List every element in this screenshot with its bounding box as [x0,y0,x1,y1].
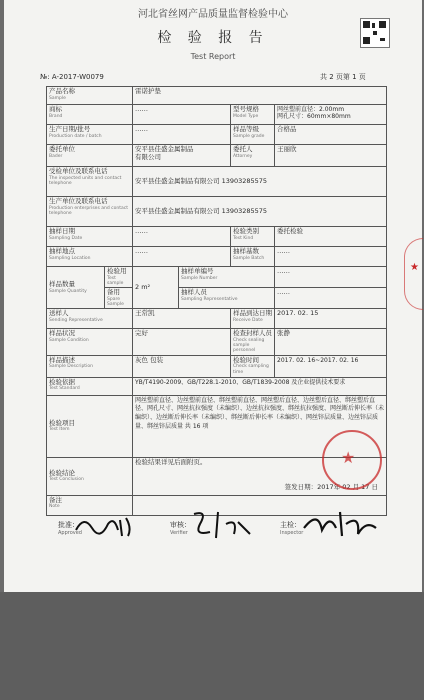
row-sender: 送样人 Sending Representative 王常凯 样品到达日期 Receive Date 2017. 02. 15 [47,309,387,329]
agent-value: 王丽欣 [275,145,387,167]
basis-value: YB/T4190-2009、GB/T228.1-2010、GB/T1839-2008 及企业提供技术要求 [133,377,387,395]
row-basis: 检验依据 Test Standard YB/T4190-2009、GB/T228.1-2010、GB/T1839-2008 及企业提供技术要求 [47,377,387,395]
verifier-label: 审核： [170,521,191,529]
row-producer: 生产单位及联系电话 Production enterprises and contact telephone 安平县佳盛金属制品有限公司 13903285575 [47,197,387,227]
row-batch: 生产日期/批号 Production date / batch …… 样品等级 Sample grade 合格品 [47,125,387,145]
arrival-value: 2017. 02. 15 [275,309,387,329]
row-appearance: 样品描述 Sample Description 灰色 包装 检验时间 Check sampling time 2017. 02. 16~2017. 02. 16 [47,355,387,377]
row-remark: 备注 Note [47,495,387,515]
test-type-value: 委托检验 [275,227,387,247]
report-title: 检 验 报 告 [157,30,269,46]
edge-seal [404,238,423,310]
seal-star-icon: ★ [341,448,356,467]
inspector-signature [300,506,380,542]
row-product: 产品名称 Sample 雷诺护垫 [47,87,387,105]
row-brand: 商标 Brand …… 型号规格 Model Type 网丝塑前直径：2.00mm 网孔尺寸：60mm×80mm [47,105,387,125]
product-name-value: 雷诺护垫 [133,87,387,105]
client-value: 安平县佳盛金属制品 有限公司 [133,145,231,167]
items-value: 网丝塑前直径、边丝塑前直径、绑丝塑前直径、网丝塑后直径、边丝塑后直径、绑丝塑后直径、网孔尺寸、网丝抗拉强度（未编织）、边丝抗拉强度、绑丝抗拉强度、网丝断后伸长率（未编织）、边丝断后伸长率（未编织）、绑丝断后伸长率（未编织）、网丝锌层质量、边丝锌层质量、绑丝锌层质量 共 16 项 [133,395,387,457]
row-quantity-test: 样品数量 Sample Quantity 检验用 Test sample 2 m² 抽样单编号 Sample Number …… [47,267,387,288]
issuer-name: 河北省丝网产品质量监督检验中心 [138,9,288,20]
row-sampling-place: 抽样地点 Sampling Location …… 抽样基数 Sample Batch …… [47,247,387,267]
report-subtitle: Test Report [190,52,236,61]
conclusion-value: 检验结果详见后面附页。 [135,457,207,466]
sender-value: 王常凯 [133,309,231,329]
test-time-value: 2017. 02. 16~2017. 02. 16 [275,355,387,377]
row-quantity-spare: 备用 Spare Sample 抽样人员 Sampling Representative …… [47,288,387,309]
background-strip [0,592,424,700]
checker-value: 张静 [275,329,387,355]
inspector-label: 主检： [280,521,301,529]
inspected-value: 安平县佳盛金属制品有限公司 13903285575 [133,167,387,197]
model-value: 网丝塑前直径：2.00mm 网孔尺寸：60mm×80mm [275,105,387,125]
edge-seal-star-icon: ★ [410,262,419,273]
quantity-value: 2 m² [133,267,179,309]
issue-date: 签发日期：2017年 02 月 17 日 [284,482,378,491]
verifier-signature [188,508,258,542]
row-conclusion: 检验结论 Test Conclusion 检验结果详见后面附页。 签发日期：2017年 02 月 17 日 [47,457,387,495]
producer-value: 安平县佳盛金属制品有限公司 13903285575 [133,197,387,227]
row-client: 委托单位 Bader 安平县佳盛金属制品 有限公司 委托人 Attorney 王丽欣 [47,145,387,167]
row-sampling-date: 抽样日期 Sampling Date …… 检验类别 Test Kind 委托检验 [47,227,387,247]
condition-value: 完好 [133,329,231,355]
approver-label: 批准： [58,521,79,529]
row-inspected: 受检单位及联系电话 The inspected units and contact telephone 安平县佳盛金属制品有限公司 13903285575 [47,167,387,197]
row-items: 检验项目 Test Item 网丝塑前直径、边丝塑前直径、绑丝塑前直径、网丝塑后直径、边丝塑后直径、绑丝塑后直径、网孔尺寸、网丝抗拉强度（未编织）、边丝抗拉强度、绑丝抗拉强度、网丝断后伸长率（未编织）、边丝断后伸长率（未编织）、绑丝断后伸长率（未编织）、网丝锌层质量、边丝锌层质量、绑丝锌层质量 共 16 项 [47,395,387,457]
appearance-value: 灰色 包装 [133,355,231,377]
row-condition: 样品状况 Sample Condition 完好 检查封样人员 Check sealing sample personnel 张静 [47,329,387,355]
report-sheet: 河北省丝网产品质量监督检验中心 检 验 报 告 Test Report №: A-2017-W0079 共 2 页第 1 页 ★ 产品名称 Sample 雷诺护垫 商标 Brand …… 型号规格 Model Type 网丝塑前直径：2.00mm 网孔尺寸：60mm×80mm 生产日期/批号 Production date / batch …… 样品等级 Sample grade 合格品 委托单位 Bader 安平县佳盛金属制品 有限公司 委托人 Attorney 王丽欣 受检单位及联系电话 The inspected units and contact telephone 安平县佳盛金属制品有限公司 13903285575 生产单位及联系电话 Production enterprises and contact telephone 安平县佳盛金属制品有限公司 13903285575 抽样日期 Sampling Date …… 检验类别 Test Kind 委托检验 抽样地点 Sampling Location …… 抽样基数 Sample Batch …… 样品数量 Sample Quantity 检验用 Test sample 2 m² 抽样单编号 Sample Number …… 备用 Spare Sample 抽样人员 Sampling Representative …… 送样人 Sending Representative 王常凯 样品到达日期 Receive Date 2017. 02. 15 样品状况 Sample Condition 完好 检查封样人员 Check sealing sample personnel 张静 样品描述 Sample Description 灰色 包装 检验时间 Check sampling time 2017. 02. 16~2017. 02. 16 检验依据 Test Standard YB/T4190-2009、GB/T228.1-2010、GB/T1839-2008 及企业提供技术要求 检验项目 Test Item 网丝塑前直径、边丝塑前直径、绑丝塑前直径、网丝塑后直径、边丝塑后直径、绑丝塑后直径、网孔尺寸、网丝抗拉强度（未编织）、边丝抗拉强度、绑丝抗拉强度、网丝断后伸长率（未编织）、边丝断后伸长率（未编织）、绑丝断后伸长率（未编织）、网丝锌层质量、边丝锌层质量、绑丝锌层质量 共 16 项 检验结论 Test Conclusion 检验结果详见后面附页。 签发日期：2017年 02 月 17 日 备注 Note ★ 批准： Approved 审核： Verifier 主检： Inspector [4,0,422,592]
approver-signature [74,510,134,540]
page-count: 共 2 页第 1 页 [320,73,366,81]
report-number: №: A-2017-W0079 [40,73,104,81]
grade-value: 合格品 [275,125,387,145]
